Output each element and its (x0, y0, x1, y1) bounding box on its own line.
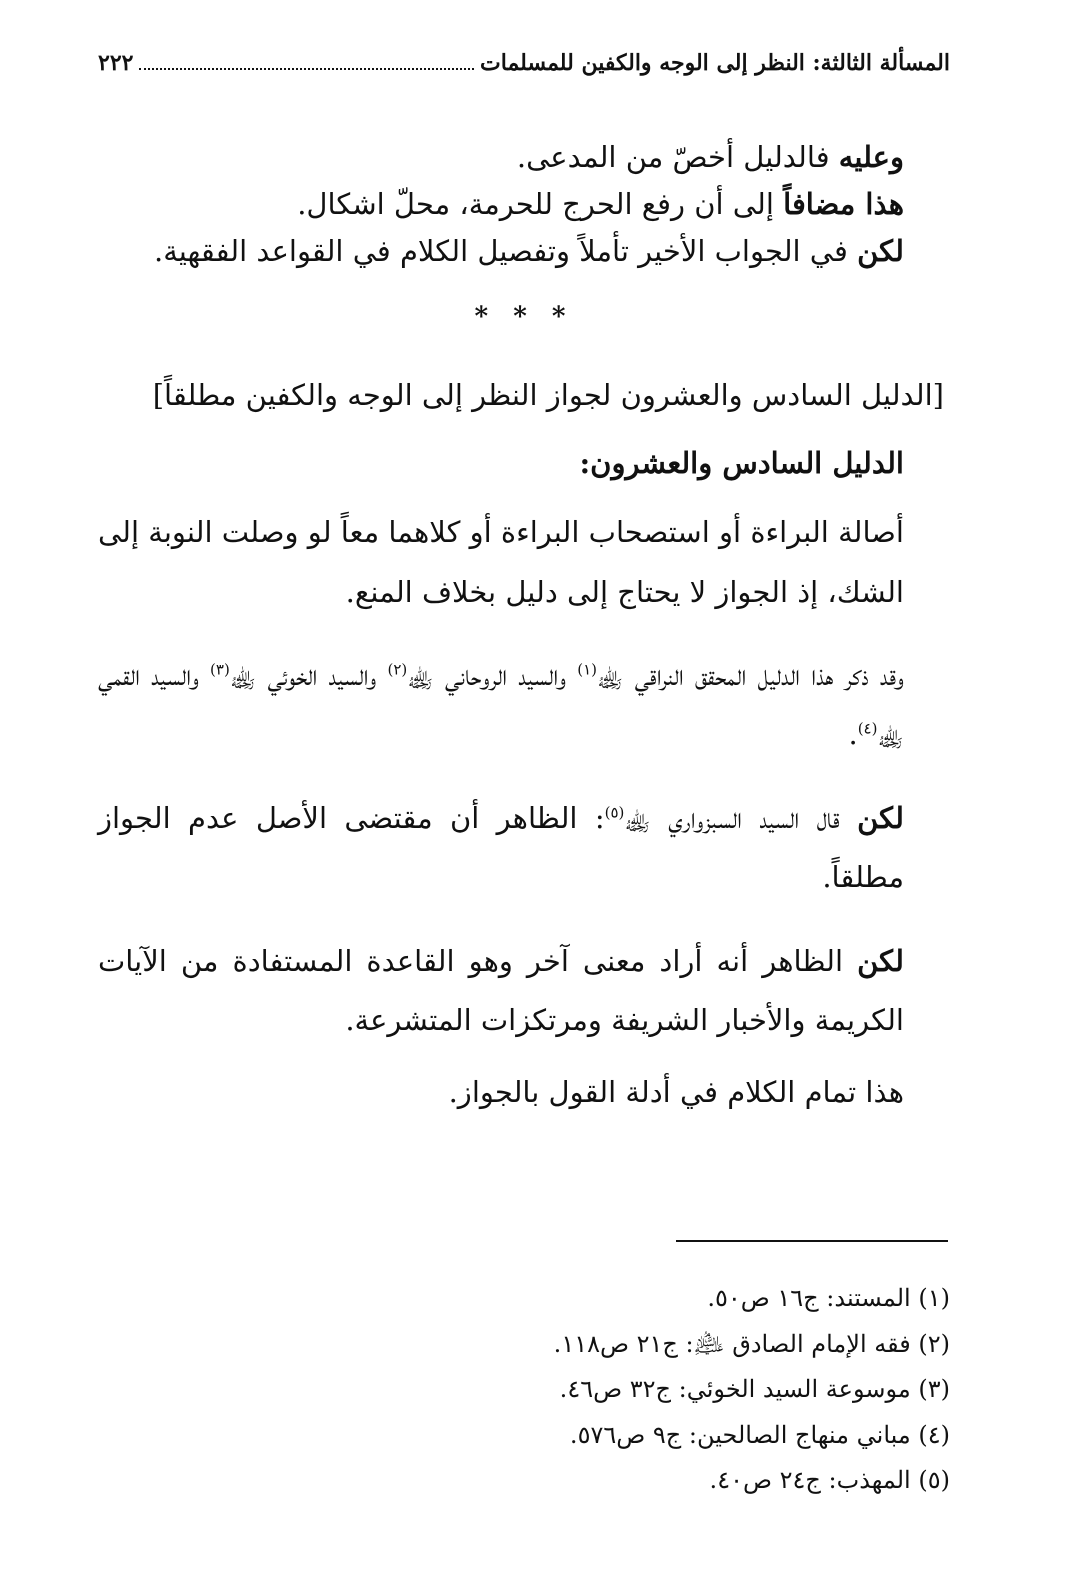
paragraph-3 (98, 234, 950, 269)
footnote-ref-1: (١) (577, 660, 597, 679)
footnote-ref-3: (٣) (210, 660, 230, 679)
footnote-number: (١) (918, 1284, 950, 1312)
footnote-number: (٥) (918, 1466, 950, 1495)
running-header (98, 50, 950, 76)
paragraph-7 (98, 932, 950, 1051)
section-title: [الدليل السادس والعشرون لجواز النظر إلى الوجه والكفين مطلقاً] (152, 377, 944, 412)
footnote-text: مباني منهاج الصالحين: ج٩ ص٥٧٦. (569, 1420, 919, 1449)
paragraph-lead: لكن (857, 800, 904, 835)
footnote-text: فقه الإمام الصادق ﵇: ج٢١ ص١١٨. (553, 1329, 919, 1358)
footnote-number: (٢) (918, 1329, 950, 1358)
footnote-number: (٣) (918, 1375, 950, 1404)
paragraph-text: والسيد الروحاني ﵀ (407, 658, 578, 693)
paragraph-lead: لكن (857, 233, 904, 268)
footnote-number: (٤) (918, 1420, 950, 1449)
paragraph-text: . (848, 717, 858, 752)
page-number: ٢٢٢ (98, 50, 134, 76)
paragraph-1 (98, 140, 950, 175)
paragraph-text: الظاهر أنه أراد معنى آخر وهو القاعدة المستفادة من الآيات الكريمة والأخبار الشريفة ومرتكزات المتشرعة. (98, 943, 904, 1038)
paragraph-text: والسيد الخوئي ﵀ (229, 658, 388, 693)
paragraph-text: في الجواب الأخير تأملاً وتفصيل الكلام في القواعد الفقهية. (154, 233, 858, 268)
paragraph-text: قال السيد السبزواري ﵀ (624, 800, 858, 835)
paragraph-lead: لكن (857, 943, 904, 978)
footnote-ref-4: (٤) (857, 719, 878, 738)
footnote-3 (98, 1367, 950, 1413)
paragraph-4: أصالة البراءة أو استصحاب البراءة أو كلاهما معاً لو وصلت النوبة إلى الشك، إذ الجواز لا يحتاج إلى دليل بخلاف المنع. (98, 515, 904, 609)
paragraph-text: وقد ذكر هذا الدليل المحقق النراقي ﵀ (596, 658, 904, 693)
footnote-text: موسوعة السيد الخوئي: ج٣٢ ص٤٦. (559, 1375, 919, 1404)
footnote-divider (676, 1240, 948, 1242)
footnote-2 (98, 1322, 950, 1368)
footnotes (98, 1276, 950, 1504)
footnote-4 (98, 1413, 950, 1459)
footnote-5 (98, 1458, 950, 1504)
header-title: المسألة الثالثة: النظر إلى الوجه والكفين للمسلمات (480, 50, 950, 76)
paragraph-2 (98, 187, 950, 222)
footnote-ref-2: (٢) (387, 660, 408, 679)
paragraph-8: هذا تمام الكلام في أدلة القول بالجواز. (448, 1074, 904, 1109)
paragraph-text: فالدليل أخصّ من المدعى. (516, 140, 839, 174)
paragraph-text: إلى أن رفع الحرج للحرمة، محلّ اشكال. (297, 186, 784, 221)
paragraph-text: والسيد القمي ﵀ (98, 658, 904, 752)
paragraph-lead: وعليه (838, 140, 904, 174)
section-heading: الدليل السادس والعشرون: (579, 446, 904, 481)
main-text (98, 140, 950, 1109)
footnote-1 (98, 1276, 950, 1322)
paragraph-5 (98, 646, 950, 765)
section-separator: * * * (474, 302, 574, 333)
header-leader-dots (139, 52, 474, 70)
footnote-text: المهذب: ج٢٤ ص٤٠. (709, 1466, 919, 1495)
paragraph-lead: هذا مضافاً (783, 186, 904, 221)
footnote-ref-5: (٥) (604, 803, 625, 822)
paragraph-6 (98, 789, 950, 908)
paragraph-text: : الظاهر أن مقتضى الأصل عدم الجواز مطلقاً. (98, 800, 904, 895)
footnote-text: المستند: ج١٦ ص٥٠. (707, 1284, 919, 1312)
